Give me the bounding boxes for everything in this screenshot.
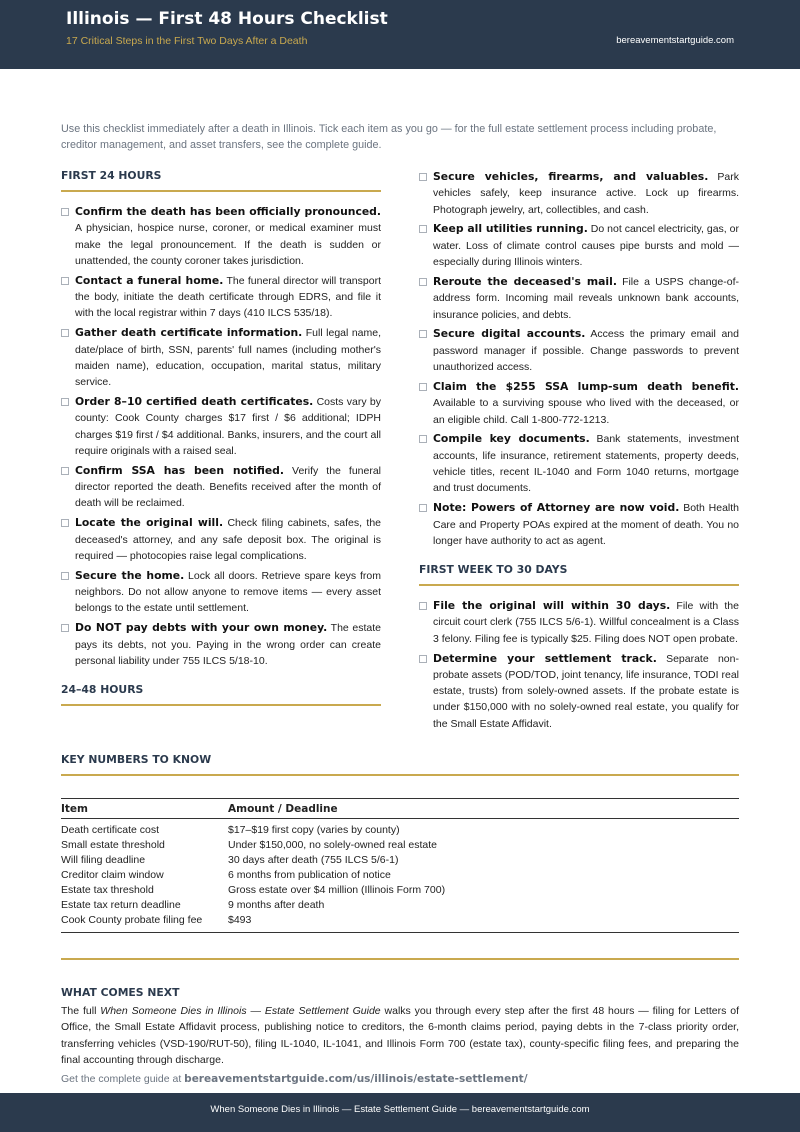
checklist-item-title: Secure digital accounts. — [433, 327, 586, 341]
section-heading-what-comes-next: WHAT COMES NEXT — [61, 986, 180, 999]
table-cell-amount: $493 — [228, 914, 252, 926]
checkbox[interactable] — [61, 572, 69, 580]
checkbox[interactable] — [419, 225, 427, 233]
checklist-item-title: Gather death certificate information. — [75, 326, 303, 340]
checklist-item-body: Costs vary by county: Cook County charges $17 first / $6 additional; IDPH charges $19 first / $4 additional. Banks, insurers, and the court all require originals with a raised seal. — [75, 396, 381, 457]
checklist-item-title: Secure vehicles, firearms, and valuables. — [433, 170, 709, 183]
checklist-item — [61, 325, 381, 390]
table-row — [61, 913, 739, 933]
table-cell-item: Small estate threshold — [61, 839, 165, 851]
checklist-item-body: Park vehicles safely, keep insurance active. Lock up firearms. Photograph jewelry, art, collectibles, and cash. — [433, 171, 740, 216]
guide-cta — [61, 1073, 739, 1085]
checklist-item-body: A physician, hospice nurse, coroner, or medical examiner must make the legal pronouncement. If the death is sudden or unattended, the county coroner takes jurisdiction. — [75, 222, 381, 267]
checkbox[interactable] — [419, 383, 427, 391]
key-numbers-table — [61, 798, 739, 933]
table-cell-amount: $17–$19 first copy (varies by county) — [228, 824, 400, 836]
left-column — [61, 169, 381, 718]
checklist-item-title: Contact a funeral home. — [75, 273, 224, 287]
table-header-row — [61, 799, 739, 819]
section-heading-first-week-to-30-days: FIRST WEEK TO 30 DAYS — [419, 563, 739, 586]
checkbox[interactable] — [419, 173, 427, 181]
checkbox[interactable] — [61, 519, 69, 527]
what-comes-next-section — [61, 986, 739, 1085]
checklist-item-title: Claim the $255 SSA lump-sum death benefit. — [433, 379, 739, 393]
table-cell-item: Creditor claim window — [61, 869, 164, 881]
table-cell-item: Estate tax threshold — [61, 884, 154, 896]
checklist-item-body: Check filing cabinets, safes, the deceased's attorney, and any safe deposit box. The original is required — photocopies raise legal complications. — [75, 517, 381, 562]
body-text: walks you through every step after the first 48 hours — filing for Letters of Office, the Small Estate Affidavit process, publishing notice to creditors, the 6-month claims period, paying debts in the 7-class priority order, transferring vehicles (VSD-190/RUT-50), filing IL-1040, IL-1041, and Illinois Form 700 (estate tax), county-specific filing fees, and preparing the final accounting through discharge. — [61, 1005, 739, 1066]
checklist-item-title: Reroute the deceased's mail. — [433, 274, 617, 288]
table-cell-amount: 9 months after death — [228, 899, 325, 911]
checkbox[interactable] — [419, 602, 427, 610]
what-comes-next-body — [61, 1003, 739, 1068]
checkbox[interactable] — [419, 330, 427, 338]
table-cell-item: Cook County probate filing fee — [61, 914, 203, 926]
checklist-item-title: Confirm the death has been officially pronounced. — [75, 205, 381, 218]
checklist-item — [61, 568, 381, 617]
section-heading-24-48-hours: 24–48 HOURS — [61, 683, 381, 706]
checklist-item-title: Note: Powers of Attorney are now void. — [433, 501, 680, 515]
checklist-item — [419, 221, 739, 270]
checklist-item — [419, 598, 739, 647]
checkbox[interactable] — [419, 655, 427, 663]
column-header-amount: Amount / Deadline — [228, 799, 739, 819]
guide-title: When Someone Dies in Illinois — Estate Settlement Guide — [100, 1005, 381, 1017]
page-header — [0, 0, 800, 69]
checkbox[interactable] — [61, 467, 69, 475]
checklist-item-body: Both Health Care and Property POAs expired at the moment of death. You no longer have authority to act as agent. — [433, 502, 739, 547]
checklist-item-body: Lock all doors. Retrieve spare keys from neighbors. Do not allow anyone to remove items — every asset belongs to the estate until settlement. — [75, 569, 381, 615]
checklist-item-body: The funeral director will transport the body, initiate the death certificate through EDRS, and file it with the local registrar within 7 days (410 ILCS 535/18). — [75, 274, 381, 320]
checklist-24-48-hours — [419, 169, 739, 549]
checklist-item-title: Confirm SSA has been notified. — [75, 463, 285, 477]
checklist-first-24-hours — [61, 204, 381, 669]
table-row — [61, 898, 739, 913]
intro-text: Use this checklist immediately after a death in Illinois. Tick each item as you go — for the full estate settlement process including probate, creditor management, and asset transfers, see the complete guide. — [61, 123, 717, 151]
checkbox[interactable] — [419, 504, 427, 512]
page-title: Illinois — First 48 Hours Checklist — [66, 9, 388, 29]
guide-link[interactable]: bereavementstartguide.com/us/illinois/estate-settlement/ — [184, 1073, 528, 1086]
checklist-item-title: Keep all utilities running. — [433, 222, 588, 236]
checklist-item-title: Do NOT pay debts with your own money. — [75, 621, 328, 635]
checklist-item — [61, 463, 381, 512]
checklist-item-body: The estate pays its debts, not you. Paying in the wrong order can create personal liability under 755 ILCS 5/18-10. — [75, 622, 381, 667]
checkbox[interactable] — [61, 398, 69, 406]
checklist-item — [419, 326, 739, 375]
table-cell-item: Estate tax return deadline — [61, 899, 181, 911]
page-footer: When Someone Dies in Illinois — Estate Settlement Guide — bereavementstartguide.com — [0, 1093, 800, 1132]
checkbox[interactable] — [419, 435, 427, 443]
key-numbers-section — [61, 753, 739, 933]
table-cell-item: Will filing deadline — [61, 854, 146, 866]
checklist-item-body: File a USPS change-of-address form. Incoming mail reveals unknown bank accounts, insurance policies, and debts. — [433, 275, 739, 321]
table-row — [61, 883, 739, 898]
checklist-item — [419, 500, 739, 549]
checklist-item-title: Order 8–10 certified death certificates. — [75, 395, 314, 409]
body-lead: The full — [61, 1005, 101, 1017]
checklist-item-body: Available to a surviving spouse who lived with the deceased, or an eligible child. Call 1-800-772-1213. — [433, 397, 739, 426]
table-row — [61, 838, 739, 853]
section-divider — [61, 958, 739, 960]
table-row — [61, 853, 739, 868]
checklist-item-title: Compile key documents. — [433, 432, 590, 446]
table-row — [61, 819, 739, 839]
checklist-item — [419, 379, 739, 428]
checklist-item — [419, 169, 739, 218]
section-heading-first-24-hours: FIRST 24 HOURS — [61, 169, 381, 192]
checklist-item-body: Separate non-probate assets (POD/TOD, joint tenancy, life insurance, TODI real estate, trusts) from solely-owned assets. If the probate estate is under $150,000 with no solely-owned real estate, you qualify for the Small Estate Affidavit. — [433, 652, 739, 730]
column-header-item: Item — [61, 799, 228, 819]
checklist-item-title: Secure the home. — [75, 568, 185, 582]
checklist-item-body: Bank statements, investment accounts, life insurance, retirement statements, property deeds, vehicle titles, recent IL-1040 and Form 1040 returns, mortgage and trust documents. — [433, 433, 739, 495]
table-row — [61, 868, 739, 883]
checklist-item — [419, 651, 739, 732]
header-site-link[interactable]: bereavementstartguide.com — [616, 35, 734, 46]
checkbox[interactable] — [61, 208, 69, 216]
checkbox[interactable] — [61, 329, 69, 337]
section-heading-key-numbers: KEY NUMBERS TO KNOW — [61, 753, 739, 776]
checklist-item — [61, 620, 381, 669]
checklist-item — [61, 204, 381, 269]
table-cell-amount: 6 months from publication of notice — [228, 869, 391, 881]
checklist-item-body: Access the primary email and password manager if possible. Change passwords to prevent unauthorized access. — [433, 328, 739, 374]
checklist-item-title: Locate the original will. — [75, 516, 224, 530]
checklist-item — [419, 274, 739, 323]
checkbox[interactable] — [61, 624, 69, 632]
checklist-item-body: Do not cancel electricity, gas, or water. Loss of climate control causes pipe bursts and mold — especially during Illinois winters. — [433, 223, 739, 269]
checklist-item — [419, 431, 739, 496]
checklist-item-title: File the original will within 30 days. — [433, 599, 671, 613]
checklist-item — [61, 515, 381, 564]
checklist-item-title: Determine your settlement track. — [433, 651, 657, 665]
checkbox[interactable] — [61, 277, 69, 285]
table-cell-item: Death certificate cost — [61, 824, 160, 836]
checklist-item — [61, 273, 381, 322]
right-column — [419, 169, 739, 736]
table-cell-amount: Under $150,000, no solely-owned real estate — [228, 839, 437, 851]
checklist-item-body: File with the circuit court clerk (755 ILCS 5/6-1). Willful concealment is a Class 3 felony. Filing fee is typically $25. Filing does NOT open probate. — [433, 600, 739, 645]
checklist-item-body: Full legal name, date/place of birth, SSN, parents' full names (including mother's maiden name), education, occupation, marital status, military service. — [75, 327, 381, 389]
checklist-first-week-to-30-days — [419, 598, 739, 732]
checkbox[interactable] — [419, 278, 427, 286]
checklist-item — [61, 394, 381, 459]
table-cell-amount: 30 days after death (755 ILCS 5/6-1) — [228, 854, 399, 866]
table-cell-amount: Gross estate over $4 million (Illinois Form 700) — [228, 884, 446, 896]
page-subtitle: 17 Critical Steps in the First Two Days After a Death — [66, 35, 308, 47]
cta-label: Get the complete guide at — [61, 1073, 185, 1086]
checklist-item-body: Verify the funeral director reported the death. Benefits received after the month of death will be reclaimed. — [75, 464, 382, 510]
